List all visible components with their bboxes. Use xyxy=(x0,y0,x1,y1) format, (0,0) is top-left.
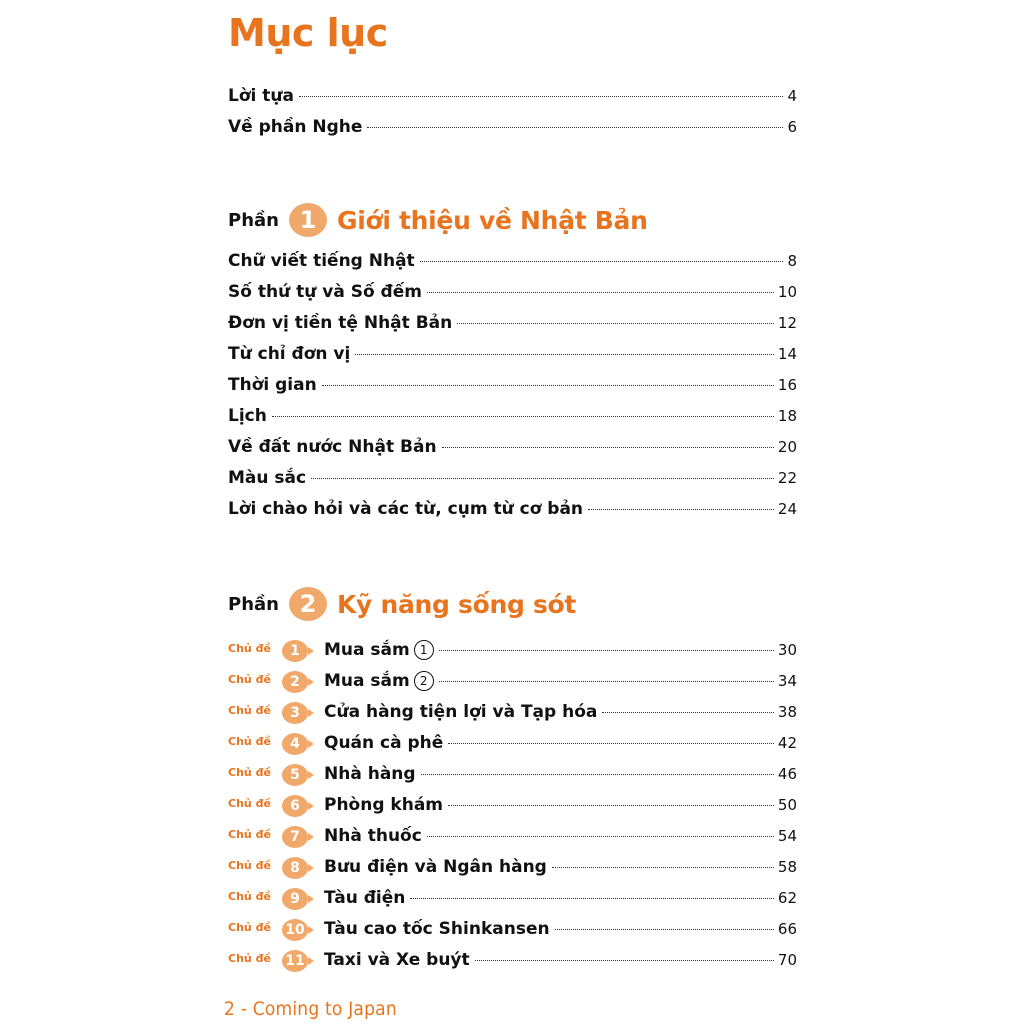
toc-entry-page: 50 xyxy=(777,796,797,814)
dot-leader xyxy=(457,323,774,324)
page-footer: 2 - Coming to Japan xyxy=(224,998,397,1020)
toc-entry-label: Lịch xyxy=(228,406,267,426)
topic-entry[interactable] xyxy=(228,639,797,663)
toc-entry-page: 66 xyxy=(777,920,797,938)
toc-entry[interactable] xyxy=(228,343,797,365)
topic-entry[interactable] xyxy=(228,670,797,694)
toc-entry-label: Chữ viết tiếng Nhật xyxy=(228,251,415,271)
topic-tag: Chủ đề xyxy=(228,766,271,779)
toc-entry-listening[interactable] xyxy=(228,116,797,138)
topic-tag: Chủ đề xyxy=(228,735,271,748)
dot-leader xyxy=(272,416,774,417)
toc-entry-page: 22 xyxy=(777,469,797,487)
topic-entry[interactable] xyxy=(228,701,797,725)
toc-entry-label: Cửa hàng tiện lợi và Tạp hóa xyxy=(324,702,598,722)
topic-number-badge: 3 xyxy=(282,702,308,724)
toc-entry-page: 16 xyxy=(777,376,797,394)
dot-leader xyxy=(448,805,774,806)
dot-leader xyxy=(322,385,774,386)
toc-entry-page: 6 xyxy=(787,118,797,136)
toc-entry-label: Taxi và Xe buýt xyxy=(324,950,470,970)
toc-entry-page: 12 xyxy=(777,314,797,332)
topic-number-badge: 4 xyxy=(282,733,308,755)
toc-entry-label: Lời tựa xyxy=(228,86,294,106)
topic-label-text: Mua sắm xyxy=(324,640,410,660)
dot-leader xyxy=(552,867,774,868)
circled-number: 2 xyxy=(414,671,434,691)
topic-tag: Chủ đề xyxy=(228,921,271,934)
dot-leader xyxy=(439,681,774,682)
topic-entry[interactable] xyxy=(228,887,797,911)
topic-tag: Chủ đề xyxy=(228,704,271,717)
topic-number-badge: 1 xyxy=(282,640,308,662)
topic-number-badge: 10 xyxy=(282,919,308,941)
dot-leader xyxy=(311,478,774,479)
toc-entry-page: 14 xyxy=(777,345,797,363)
topic-number-badge: 8 xyxy=(282,857,308,879)
toc-entry-label: Quán cà phê xyxy=(324,733,444,753)
toc-entry-label: Màu sắc xyxy=(228,468,307,488)
toc-entry[interactable] xyxy=(228,312,797,334)
topic-number-badge: 2 xyxy=(282,671,308,693)
part-2-header xyxy=(228,584,576,624)
topic-entry[interactable] xyxy=(228,763,797,787)
toc-entry[interactable] xyxy=(228,467,797,489)
topic-tag: Chủ đề xyxy=(228,673,271,686)
toc-entry-preface[interactable] xyxy=(228,85,797,107)
toc-entry-page: 70 xyxy=(777,951,797,969)
toc-entry[interactable] xyxy=(228,405,797,427)
circled-number: 1 xyxy=(414,640,434,660)
toc-entry-page: 58 xyxy=(777,858,797,876)
topic-entry[interactable] xyxy=(228,949,797,973)
topic-tag: Chủ đề xyxy=(228,642,271,655)
toc-entry-label: Số thứ tự và Số đếm xyxy=(228,282,422,302)
topic-number-badge: 6 xyxy=(282,795,308,817)
toc-entry-page: 54 xyxy=(777,827,797,845)
topic-entry[interactable] xyxy=(228,918,797,942)
toc-entry-page: 18 xyxy=(777,407,797,425)
dot-leader xyxy=(427,292,774,293)
toc-entry-label: Về đất nước Nhật Bản xyxy=(228,437,437,457)
toc-entry-page: 20 xyxy=(777,438,797,456)
topic-number-badge: 9 xyxy=(282,888,308,910)
toc-entry-label: Đơn vị tiền tệ Nhật Bản xyxy=(228,313,453,333)
toc-entry[interactable] xyxy=(228,436,797,458)
toc-entry[interactable] xyxy=(228,250,797,272)
toc-entry-label: Tàu điện xyxy=(324,888,406,908)
dot-leader xyxy=(475,960,774,961)
toc-entry-label xyxy=(324,670,434,692)
dot-leader xyxy=(421,774,774,775)
part-number-badge: 1 xyxy=(289,203,327,237)
toc-entry-label: Tàu cao tốc Shinkansen xyxy=(324,919,550,939)
toc-entry-label: Về phần Nghe xyxy=(228,117,363,137)
part-title: Giới thiệu về Nhật Bản xyxy=(336,205,648,235)
part-word: Phần xyxy=(228,209,279,231)
dot-leader xyxy=(367,127,783,128)
dot-leader xyxy=(588,509,774,510)
topic-tag: Chủ đề xyxy=(228,797,271,810)
topic-entry[interactable] xyxy=(228,732,797,756)
topic-entry[interactable] xyxy=(228,794,797,818)
topic-tag: Chủ đề xyxy=(228,890,271,903)
topic-entry[interactable] xyxy=(228,856,797,880)
dot-leader xyxy=(442,447,774,448)
topic-tag: Chủ đề xyxy=(228,859,271,872)
dot-leader xyxy=(602,712,774,713)
toc-entry-label: Nhà thuốc xyxy=(324,826,422,846)
part-1-header xyxy=(228,200,648,240)
toc-entry-page: 38 xyxy=(777,703,797,721)
toc-entry[interactable] xyxy=(228,374,797,396)
part-number-badge: 2 xyxy=(289,587,327,621)
toc-entry-page: 24 xyxy=(777,500,797,518)
topic-tag: Chủ đề xyxy=(228,952,271,965)
toc-entry-label: Lời chào hỏi và các từ, cụm từ cơ bản xyxy=(228,499,584,519)
toc-entry-label xyxy=(324,639,434,661)
dot-leader xyxy=(299,96,783,97)
topic-number-badge: 5 xyxy=(282,764,308,786)
toc-entry-label: Từ chỉ đơn vị xyxy=(228,344,351,364)
toc-entry-label: Nhà hàng xyxy=(324,764,416,784)
dot-leader xyxy=(427,836,774,837)
toc-entry-label: Thời gian xyxy=(228,375,317,395)
toc-entry-page: 30 xyxy=(777,641,797,659)
part-word: Phần xyxy=(228,593,279,615)
toc-entry-page: 46 xyxy=(777,765,797,783)
dot-leader xyxy=(448,743,774,744)
topic-entry[interactable] xyxy=(228,825,797,849)
toc-entry-page: 34 xyxy=(777,672,797,690)
toc-entry-page: 8 xyxy=(787,252,797,270)
topic-number-badge: 11 xyxy=(282,950,308,972)
topic-number-badge: 7 xyxy=(282,826,308,848)
toc-entry-label: Bưu điện và Ngân hàng xyxy=(324,857,547,877)
toc-entry[interactable] xyxy=(228,281,797,303)
toc-entry-page: 10 xyxy=(777,283,797,301)
dot-leader xyxy=(410,898,774,899)
part-title: Kỹ năng sống sót xyxy=(336,589,577,619)
toc-entry[interactable] xyxy=(228,498,797,520)
dot-leader xyxy=(355,354,774,355)
toc-entry-page: 4 xyxy=(787,87,797,105)
dot-leader xyxy=(420,261,784,262)
page-title: Mục lục xyxy=(228,11,388,55)
toc-entry-page: 42 xyxy=(777,734,797,752)
dot-leader xyxy=(555,929,774,930)
toc-entry-page: 62 xyxy=(777,889,797,907)
topic-tag: Chủ đề xyxy=(228,828,271,841)
topic-label-text: Mua sắm xyxy=(324,671,410,691)
dot-leader xyxy=(439,650,774,651)
toc-entry-label: Phòng khám xyxy=(324,795,444,815)
